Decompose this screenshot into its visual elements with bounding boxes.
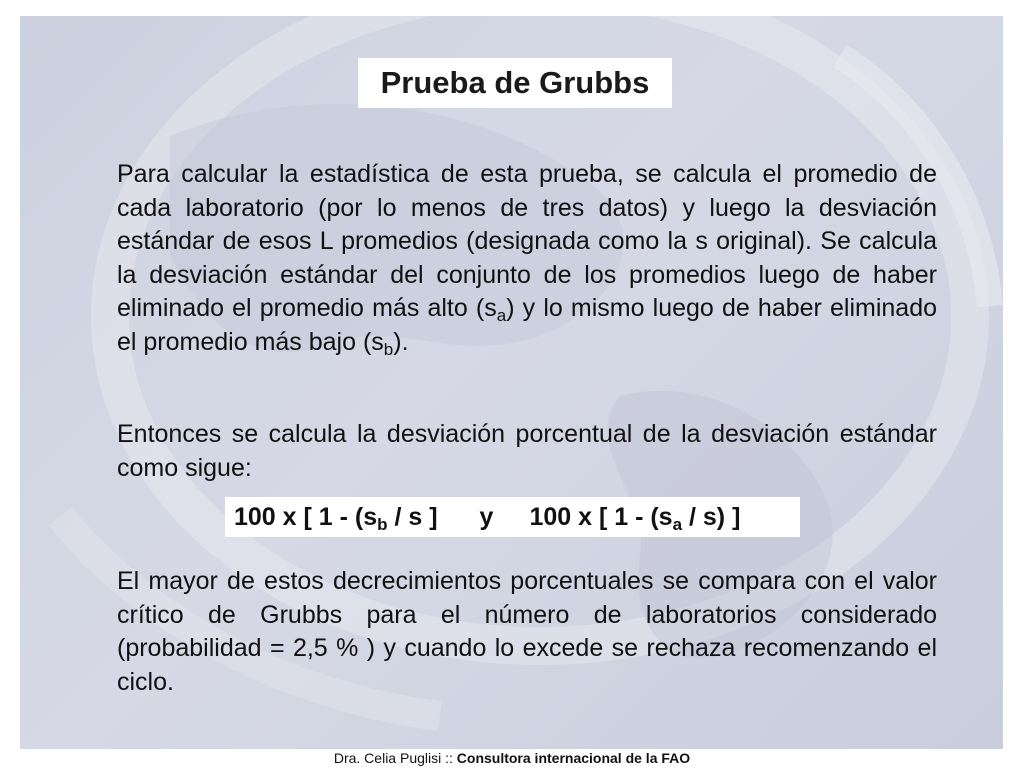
- paragraph-1-text-a: Para calcular la estadística de esta prueba, se calcula el promedio de cada laboratorio (por lo menos de tres datos) y luego la desviación estándar de esos L promedios (designada como la s original). Se calcula la desviación estándar del conjunto de los promedios luego de haber eliminado el promedio más alto (s: [117, 160, 937, 322]
- footer-org: Consultora internacional de la FAO: [456, 750, 691, 766]
- paragraph-1-text-b: ) y lo mismo luego de haber eliminado el promedio más bajo (s: [117, 294, 938, 356]
- formula-left-suffix: / s ]: [387, 502, 438, 531]
- formula-left: [234, 503, 438, 532]
- formula-left-prefix: 100 x [ 1 - (s: [234, 502, 378, 531]
- paragraph-2: Entonces se calcula la desviación porcentual de la desviación estándar como sigue:: [117, 420, 937, 482]
- formula-conjunction: y: [479, 502, 494, 531]
- paragraph-1: [117, 158, 937, 359]
- formula-right: [529, 503, 740, 532]
- formula-box: [225, 497, 800, 537]
- footer: [0, 749, 1024, 768]
- formula-right-prefix: 100 x [ 1 - (s: [529, 502, 673, 531]
- subscript-a: a: [496, 306, 507, 325]
- paragraph-1-text-c: ).: [393, 327, 409, 356]
- formula-left-subscript: b: [377, 514, 388, 534]
- title-text: Prueba de Grubbs: [380, 65, 650, 100]
- footer-author: Dra. Celia Puglisi ::: [333, 750, 457, 766]
- paragraph-3: El mayor de estos decrecimientos porcentuales se compara con el valor crítico de Grubbs para el número de laboratorios considerado (probabilidad = 2,5 % ) y cuando lo excede se rechaza recomenzando el ciclo.: [117, 567, 937, 696]
- slide-title: [358, 58, 672, 108]
- formula-right-suffix: / s) ]: [682, 502, 741, 531]
- slide: [20, 16, 1003, 749]
- subscript-b: b: [383, 339, 394, 359]
- formula-right-subscript: a: [672, 514, 683, 534]
